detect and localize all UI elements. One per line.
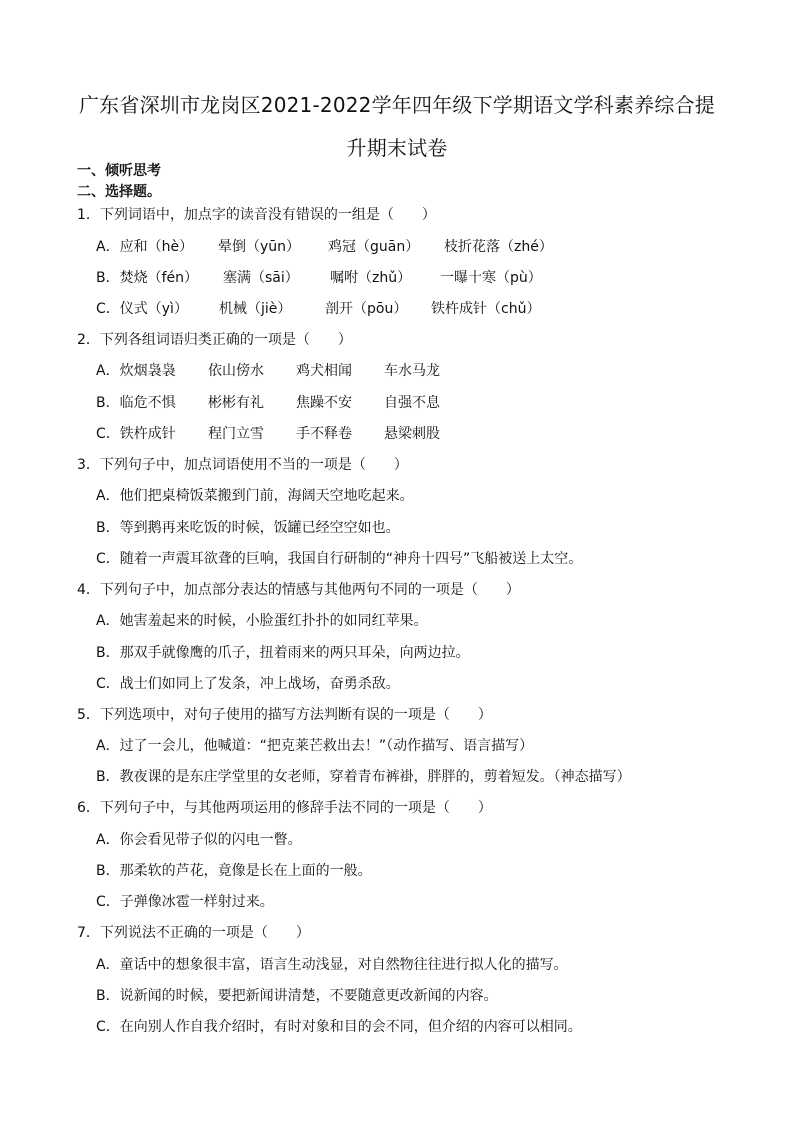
option-word: 铁杵成针（chǔ） bbox=[431, 301, 541, 317]
question-7-option-b: B．说新闻的时候，要把新闻讲清楚，不要随意更改新闻的内容。 bbox=[96, 988, 498, 1004]
option-word: 彬彬有礼 bbox=[208, 395, 264, 411]
question-2-option-c bbox=[96, 424, 440, 444]
question-4-option-a: A．她害羞起来的时候，小脸蛋红扑扑的如同红苹果。 bbox=[96, 613, 428, 629]
option-word: 焦躁不安 bbox=[296, 395, 352, 411]
option-word: 一曝十寒（pù） bbox=[440, 270, 542, 286]
question-3-stem: 3．下列句子中，加点词语使用不当的一项是（ ） bbox=[77, 457, 408, 473]
option-word: 自强不息 bbox=[384, 395, 440, 411]
option-word: 悬梁刺股 bbox=[384, 426, 440, 442]
question-7-option-c: C．在向别人作自我介绍时，有时对象和目的会不同，但介绍的内容可以相同。 bbox=[96, 1019, 582, 1035]
question-2-stem: 2．下列各组词语归类正确的一项是（ ） bbox=[77, 332, 352, 348]
question-4-option-c: C．战士们如同上了发条，冲上战场，奋勇杀敌。 bbox=[96, 676, 400, 692]
question-3-option-b: B．等到鹅再来吃饭的时候，饭罐已经空空如也。 bbox=[96, 520, 400, 536]
question-5-option-a: A．过了一会儿，他喊道：“把克莱芒救出去！”（动作描写、语言描写） bbox=[96, 738, 534, 754]
question-6-option-a: A．你会看见带子似的闪电一瞥。 bbox=[96, 832, 302, 848]
option-word: B．临危不惧 bbox=[96, 395, 176, 411]
question-2-option-b bbox=[96, 393, 440, 413]
question-7-stem: 7．下列说法不正确的一项是（ ） bbox=[77, 925, 310, 941]
option-word: A．炊烟袅袅 bbox=[96, 363, 176, 379]
question-1-option-c bbox=[96, 299, 540, 319]
section-listening: 一、倾听思考 bbox=[77, 163, 161, 179]
question-5-stem: 5．下列选项中，对句子使用的描写方法判断有误的一项是（ ） bbox=[77, 707, 492, 723]
option-word: 鸡冠（guān） bbox=[328, 239, 420, 255]
option-word: 鸡犬相闻 bbox=[296, 363, 352, 379]
question-1-stem: 1．下列词语中，加点字的读音没有错误的一组是（ ） bbox=[77, 207, 436, 223]
question-1-option-a bbox=[96, 237, 553, 257]
option-word: B．焚烧（fén） bbox=[96, 270, 199, 286]
section-choice: 二、选择题。 bbox=[77, 184, 161, 200]
option-word: 晕倒（yūn） bbox=[218, 239, 301, 255]
question-5-option-b: B．教夜课的是东庄学堂里的女老师，穿着青布裤褂，胖胖的，剪着短发。（神态描写） bbox=[96, 769, 631, 785]
question-3-option-a: A．他们把桌椅饭菜搬到门前，海阔天空地吃起来。 bbox=[96, 488, 414, 504]
question-4-stem: 4．下列句子中，加点部分表达的情感与其他两句不同的一项是（ ） bbox=[77, 582, 520, 598]
question-1-option-b bbox=[96, 268, 542, 288]
question-7-option-a: A．童话中的想象很丰富，语言生动浅显，对自然物往往进行拟人化的描写。 bbox=[96, 957, 568, 973]
option-word: 塞满（sāi） bbox=[223, 270, 299, 286]
option-word: C．铁杵成针 bbox=[96, 426, 176, 442]
option-word: 剖开（pōu） bbox=[325, 301, 408, 317]
option-word: 程门立雪 bbox=[208, 426, 264, 442]
option-word: 手不释卷 bbox=[296, 426, 352, 442]
question-3-option-c: C．随着一声震耳欲聋的巨响，我国自行研制的“神舟十四号”飞船被送上太空。 bbox=[96, 551, 583, 567]
option-word: A．应和（hè） bbox=[96, 239, 194, 255]
option-word: 枝折花落（zhé） bbox=[444, 239, 553, 255]
question-6-option-c: C．子弹像冰雹一样射过来。 bbox=[96, 894, 274, 910]
option-word: 机械（jiè） bbox=[219, 301, 292, 317]
question-2-option-a bbox=[96, 361, 440, 381]
option-word: 车水马龙 bbox=[384, 363, 440, 379]
question-6-stem: 6．下列句子中，与其他两项运用的修辞手法不同的一项是（ ） bbox=[77, 800, 492, 816]
option-word: 依山傍水 bbox=[208, 363, 264, 379]
question-6-option-b: B．那柔软的芦花，竟像是长在上面的一般。 bbox=[96, 863, 372, 879]
option-word: C．仪式（yì） bbox=[96, 301, 188, 317]
option-word: 嘱咐（zhǔ） bbox=[330, 270, 412, 286]
question-4-option-b: B．那双手就像鹰的爪子，扭着雨来的两只耳朵，向两边拉。 bbox=[96, 645, 470, 661]
page-title: 广东省深圳市龙岗区2021-2022学年四年级下学期语文学科素养综合提升期末试卷 bbox=[78, 93, 715, 160]
